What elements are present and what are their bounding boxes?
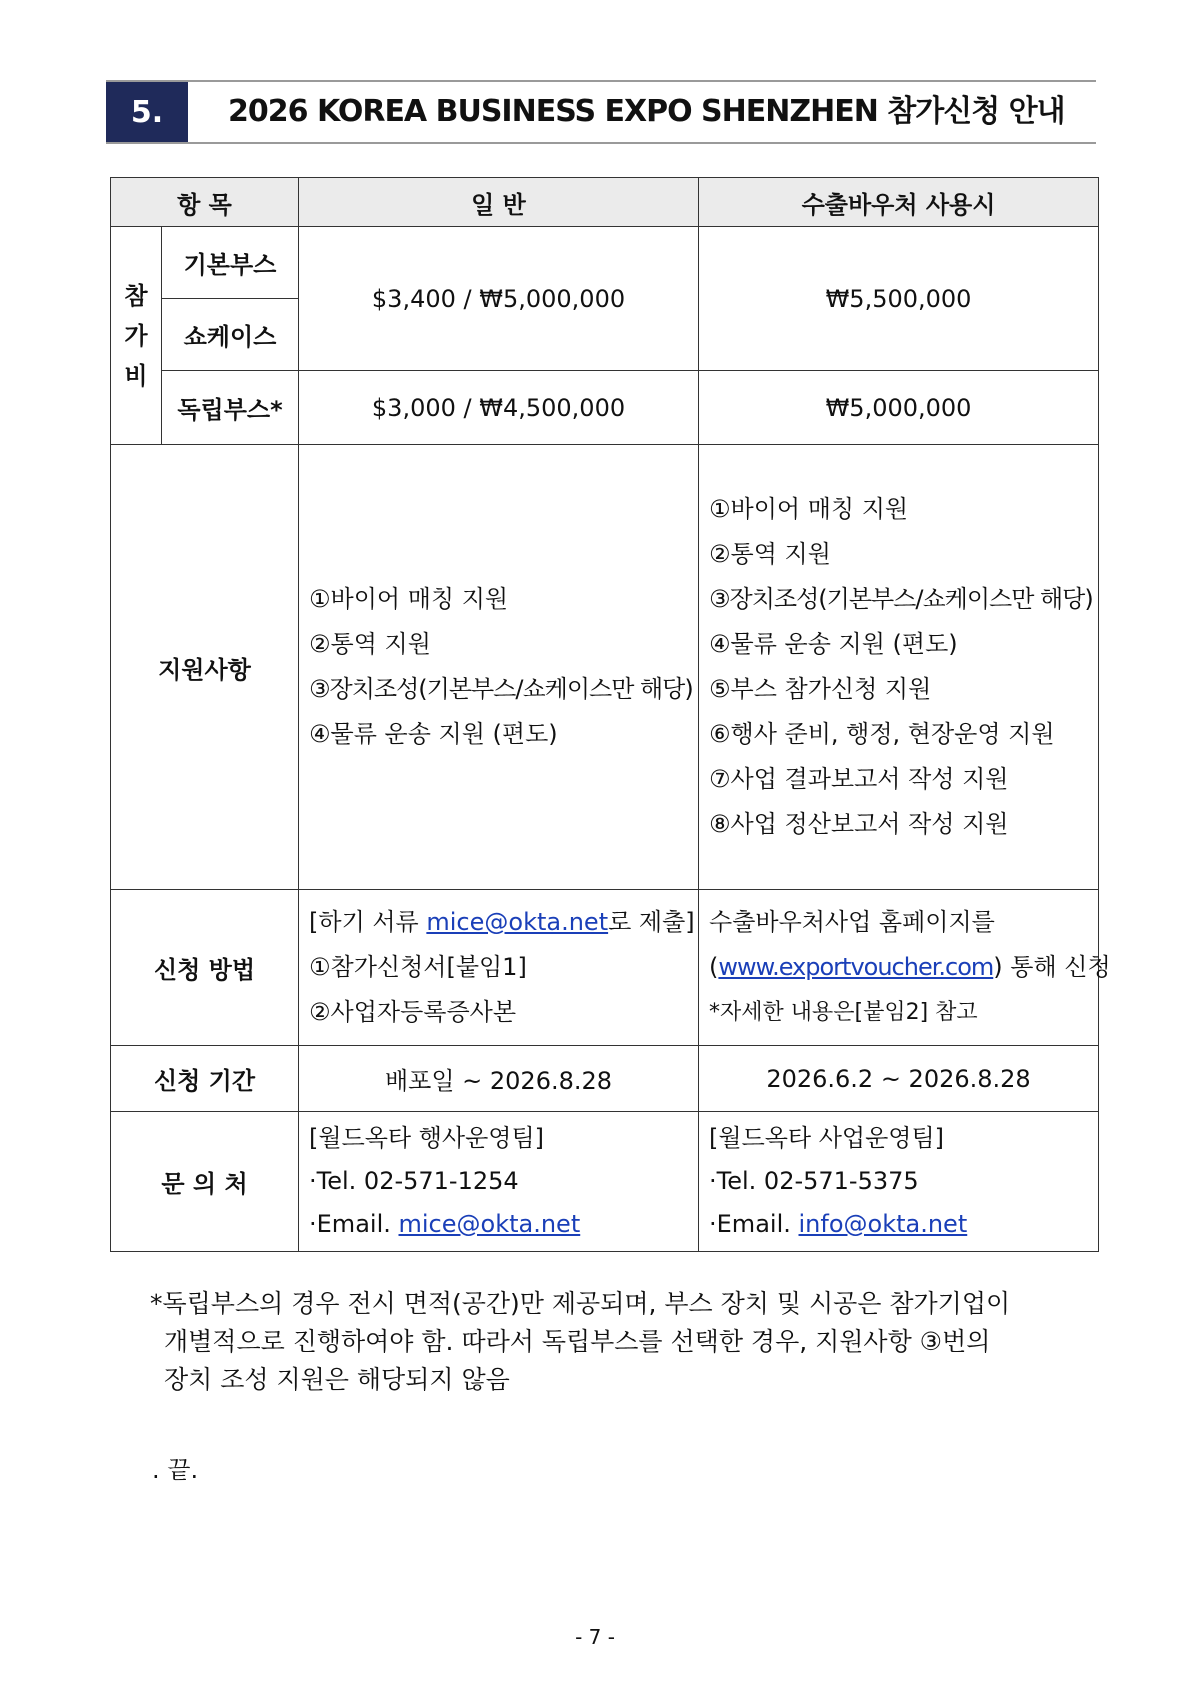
fee-row-basic <box>111 227 1099 299</box>
footnote-line: *독립부스의 경우 전시 면적(공간)만 제공되며, 부스 장치 및 시공은 참가기업이 <box>150 1289 1011 1318</box>
contact-general-team: [월드옥타 행사운영팀] <box>309 1124 545 1152</box>
method-voucher-note: *자세한 내용은[붙임2] 참고 <box>709 1000 978 1025</box>
header-voucher: 수출바우처 사용시 <box>699 178 1099 227</box>
contact-general-tel: ·Tel. 02-571-1254 <box>309 1167 519 1195</box>
submission-email-link[interactable]: mice@okta.net <box>426 908 609 936</box>
support-voucher-item: ⑥행사 준비, 행정, 현장운영 지원 <box>709 720 1055 748</box>
support-label: 지원사항 <box>111 445 299 890</box>
header-general: 일 반 <box>299 178 699 227</box>
method-voucher-line: 수출바우처사업 홈페이지를 <box>709 908 995 936</box>
support-voucher-item: ④물류 운송 지원 (편도) <box>709 630 958 658</box>
contact-general-email-link[interactable]: mice@okta.net <box>398 1210 581 1238</box>
section-title: 2026 KOREA BUSINESS EXPO SHENZHEN 참가신청 안내 <box>228 94 1065 129</box>
fee-item-basic-booth: 기본부스 <box>162 227 299 299</box>
method-general-item: ①참가신청서[붙임1] <box>309 953 527 981</box>
end-mark: . 끝. <box>152 1456 199 1484</box>
method-general-item: ②사업자등록증사본 <box>309 998 517 1026</box>
method-row <box>111 890 1099 1046</box>
application-info-table <box>110 177 1111 1252</box>
footnote-line: 개별적으로 진행하여야 함. 따라서 독립부스를 선택한 경우, 지원사항 ③번의 <box>164 1327 991 1356</box>
support-general-item: ①바이어 매칭 지원 <box>309 585 509 613</box>
support-voucher-item: ⑤부스 참가신청 지원 <box>709 675 932 703</box>
support-general-item: ④물류 운송 지원 (편도) <box>309 720 558 748</box>
period-voucher: 2026.6.2 ~ 2026.8.28 <box>699 1046 1099 1112</box>
contact-row <box>111 1112 1099 1252</box>
section-number: 5. <box>106 82 188 142</box>
header-row <box>111 178 1099 227</box>
footnote <box>150 1285 1100 1399</box>
page-number: - 7 - <box>575 1625 615 1649</box>
support-voucher-list <box>699 445 1099 890</box>
method-voucher <box>699 890 1111 1046</box>
fee-voucher-independent: ₩5,000,000 <box>699 371 1099 445</box>
period-label: 신청 기간 <box>111 1046 299 1112</box>
fee-general-basic: $3,400 / ₩5,000,000 <box>299 227 699 371</box>
method-voucher-url-line: (www.exportvoucher.com) 통해 신청 <box>709 953 1111 981</box>
support-voucher-item: ③장치조성(기본부스/쇼케이스만 해당) <box>709 585 1093 613</box>
support-voucher-item: ②통역 지원 <box>709 540 831 568</box>
section-heading <box>106 80 1096 144</box>
support-general-item: ③장치조성(기본부스/쇼케이스만 해당) <box>309 675 693 703</box>
contact-voucher-tel: ·Tel. 02-571-5375 <box>709 1167 919 1195</box>
support-voucher-item: ⑦사업 결과보고서 작성 지원 <box>709 765 1009 793</box>
contact-label: 문 의 처 <box>111 1112 299 1252</box>
contact-voucher-team: [월드옥타 사업운영팀] <box>709 1124 945 1152</box>
contact-voucher-email-link[interactable]: info@okta.net <box>798 1210 968 1238</box>
support-general-item: ②통역 지원 <box>309 630 431 658</box>
header-item: 항 목 <box>111 178 299 227</box>
footnote-line: 장치 조성 지원은 해당되지 않음 <box>164 1365 510 1394</box>
contact-general <box>299 1112 699 1252</box>
period-row <box>111 1046 1099 1112</box>
method-general <box>299 890 699 1046</box>
support-general-list <box>299 445 699 890</box>
method-label: 신청 방법 <box>111 890 299 1046</box>
exportvoucher-link[interactable]: www.exportvoucher.com <box>718 953 994 981</box>
fee-row-independent <box>111 371 1099 445</box>
fee-label: 참가비 <box>111 227 162 445</box>
support-voucher-item: ⑧사업 정산보고서 작성 지원 <box>709 810 1009 838</box>
fee-item-showcase: 쇼케이스 <box>162 299 299 371</box>
contact-voucher-email-line: ·Email. info@okta.net <box>709 1210 968 1238</box>
period-general: 배포일 ~ 2026.8.28 <box>299 1046 699 1112</box>
fee-general-independent: $3,000 / ₩4,500,000 <box>299 371 699 445</box>
method-general-instruction: [하기 서류 mice@okta.net로 제출] <box>309 908 695 936</box>
contact-voucher <box>699 1112 1099 1252</box>
support-row <box>111 445 1099 890</box>
fee-item-independent-booth: 독립부스* <box>162 371 299 445</box>
fee-voucher-basic: ₩5,500,000 <box>699 227 1099 371</box>
contact-general-email-line: ·Email. mice@okta.net <box>309 1210 581 1238</box>
support-voucher-item: ①바이어 매칭 지원 <box>709 495 909 523</box>
